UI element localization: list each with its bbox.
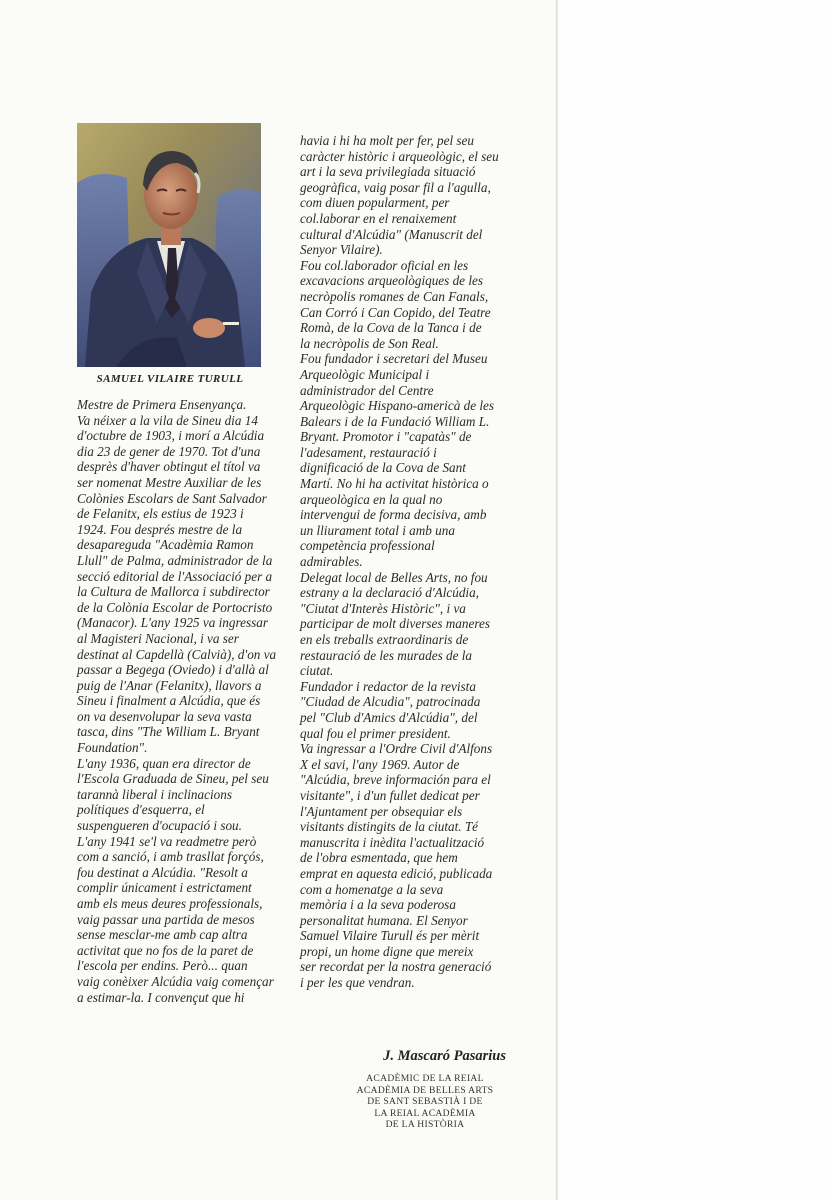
text-line: estrany a la declaració d'Alcúdia, <box>300 585 479 601</box>
text-line: "Alcúdia, breve información para el <box>300 772 491 788</box>
text-line: Colònies Escolars de Sant Salvador <box>77 490 267 506</box>
text-line: Fundador i redactor de la revista <box>300 678 476 694</box>
text-line: L'any 1936, quan era director de <box>77 755 251 771</box>
text-line: ser recordat per la nostra generació <box>300 959 492 975</box>
text-line: vaig passar una partida de mesos <box>77 911 255 927</box>
text-line: desprès d'haver obtingut el títol va <box>77 459 261 475</box>
text-line: Sineu i finalment a Alcúdia, que és <box>77 693 261 709</box>
text-line: secció editorial de l'Associació per a <box>77 568 273 584</box>
text-line: activitat que no fos de la paret de <box>77 942 254 958</box>
text-line: Samuel Vilaire Turull és per mèrit <box>300 928 480 944</box>
text-line: competència professional <box>300 538 435 554</box>
text-line: de l'obra esmentada, que hem <box>300 850 458 866</box>
text-line: propi, un home digne que mereix <box>300 943 474 959</box>
author-credentials <box>322 1073 528 1131</box>
text-line: l'escola per endins. Però... quan <box>77 958 248 974</box>
text-line: emprat en aquesta edició, publicada <box>300 865 493 881</box>
text-line: Romà, de la Cova de la Tanca i de <box>300 320 482 336</box>
text-line: vaig conèixer Alcúdia vaig començar <box>77 973 274 989</box>
text-line: com a sanció, i amb trasllat forçós, <box>77 849 264 865</box>
text-line: passar a Begega (Oviedo) i d'allà al <box>77 662 269 678</box>
text-line: complir únicament i estrictament <box>77 880 252 896</box>
text-line: administrador del Centre <box>300 382 434 398</box>
text-line: dignificació de la Cova de Sant <box>300 460 466 476</box>
text-line: en els treballs extraordinaris de <box>300 632 469 647</box>
text-line: manuscrita i inèdita l'actualització <box>300 834 485 850</box>
text-line: Va néixer a la vila de Sineu dia 14 <box>77 412 258 428</box>
text-line: Va ingressar a l'Ordre Civil d'Alfons <box>300 741 493 757</box>
text-line: (Manacor). L'any 1925 va ingressar <box>77 615 268 631</box>
text-line: desapareguda "Acadèmia Ramon <box>77 537 254 553</box>
text-line: Arqueològic Hispano-americà de les <box>300 398 494 414</box>
text-line: Foundation". <box>77 740 148 756</box>
text-line: L'any 1941 se'l va readmetre però <box>77 833 257 849</box>
text-line: admirables. <box>300 554 363 570</box>
text-line: participar de molt diverses maneres <box>300 616 490 632</box>
text-line: Balears i de la Fundació William L. <box>300 413 490 429</box>
text-line: qual fou el primer president. <box>300 725 451 741</box>
text-line: Fou fundador i secretari del Museu <box>300 351 488 367</box>
text-line: Senyor Vilaire). <box>300 242 383 258</box>
credential-line: DE SANT SEBASTIÀ I DE <box>367 1096 483 1107</box>
text-line: havia i hi ha molt per fer, pel seu <box>300 133 474 148</box>
text-line: tasca, dins "The William L. Bryant <box>77 724 260 740</box>
text-line: de Felanitx, els estius de 1923 i <box>77 506 244 522</box>
text-line: com diuen popularment, per <box>300 195 450 211</box>
text-line: al Magisteri Nacional, i va ser <box>77 630 239 646</box>
text-line: art i la seva privilegiada situació <box>300 164 476 180</box>
text-line: Delegat local de Belles Arts, no fou <box>300 569 488 585</box>
author-signature: J. Mascaró Pasarius <box>383 1048 506 1064</box>
text-line: d'octubre de 1903, i morí a Alcúdia <box>77 428 265 444</box>
text-line: destinat al Capdellà (Calvià), d'on va <box>77 646 277 662</box>
text-line: "Ciutat d'Interès Històric", i va <box>300 600 466 616</box>
text-line: Martí. No hi ha activitat històrica o <box>300 476 489 492</box>
text-line: Can Corró i Can Copido, del Teatre <box>300 304 491 320</box>
text-line: i per les que vendran. <box>300 975 415 991</box>
text-line: pel "Club d'Amics d'Alcúdia", del <box>300 709 478 725</box>
text-line: Arqueològic Municipal i <box>300 366 430 382</box>
text-line: necròpolis romanes de Can Fanals, <box>300 288 489 304</box>
text-line: tarannà liberal i inclinacions <box>77 786 232 802</box>
text-line: un lliurament total i amb una <box>300 522 455 538</box>
text-line: polítiques d'esquerra, el <box>77 802 205 818</box>
left-text-column <box>77 397 302 1005</box>
portrait-caption: SAMUEL VILAIRE TURULL <box>96 373 244 385</box>
credential-line: ACADÈMIA DE BELLES ARTS <box>356 1084 494 1096</box>
text-line: suspengueren d'ocupació i sou. <box>77 818 242 834</box>
text-line: Llull" de Palma, administrador de la <box>77 552 273 568</box>
text-line: ciutat. <box>300 663 334 679</box>
text-line: geogràfica, vaig posar fil a l'agulla, <box>300 179 491 195</box>
text-line: memòria i a la seva poderosa <box>300 897 456 913</box>
text-line: amb els meus deures professionals, <box>77 896 263 911</box>
credential-line: LA REIAL ACADÈMIA <box>374 1107 476 1119</box>
text-line: visitants distingits de la ciutat. Té <box>300 819 479 835</box>
text-line: Mestre de Primera Ensenyança. <box>77 397 247 412</box>
text-line: puig de l'Anar (Felanitx), llavors a <box>77 677 262 693</box>
text-line: l'adesament, restauració i <box>300 444 437 460</box>
text-line: l'Ajuntament per obsequiar els <box>300 803 463 819</box>
text-line: a estimar-la. I convençut que hi <box>77 989 245 1005</box>
text-line: visitante", i d'un fullet dedicat per <box>300 787 480 803</box>
text-line: ser nomenat Mestre Auxiliar de les <box>77 474 262 490</box>
text-line: Bryant. Promotor i "capatàs" de <box>300 429 472 445</box>
text-line: personalitat humana. El Senyor <box>300 912 468 928</box>
right-text-column <box>300 133 525 991</box>
text-line: excavacions arqueològiques de les <box>300 273 483 289</box>
text-line: dia 23 de gener de 1970. Tot d'una <box>77 443 261 459</box>
text-line: caràcter històric i arqueològic, el seu <box>300 148 499 164</box>
text-line: col.laborar en el renaixement <box>300 210 457 226</box>
text-line: 1924. Fou després mestre de la <box>77 521 243 537</box>
text-line: com a homenatge a la seva <box>300 881 444 897</box>
text-line: sense mesclar-me amb cap altra <box>77 927 248 943</box>
text-line: on va desenvolupar la seva vasta <box>77 708 252 724</box>
text-line: Fou col.laborador oficial en les <box>300 257 469 273</box>
text-line: la Cultura de Mallorca i subdirector <box>77 584 270 600</box>
text-line: cultural d'Alcúdia" (Manuscrit del <box>300 226 483 242</box>
credential-line: ACADÈMIC DE LA REIAL <box>366 1073 484 1084</box>
text-line: restauració de les murades de la <box>300 647 473 663</box>
text-line: arqueològica en la qual no <box>300 491 443 507</box>
text-line: de la Colònia Escolar de Portocristo <box>77 599 273 615</box>
text-line: la necròpolis de Son Real. <box>300 335 439 351</box>
text-line: intervengui de forma decisiva, amb <box>300 507 487 523</box>
blank-page-area <box>558 0 826 1200</box>
text-line: fou destinat a Alcúdia. "Resolt a <box>77 864 248 880</box>
text-line: X el savi, l'any 1969. Autor de <box>300 756 460 772</box>
text-line: "Ciudad de Alcudia", patrocinada <box>300 694 481 710</box>
portrait-painting <box>77 123 261 367</box>
text-line: l'Escola Graduada de Sineu, pel seu <box>77 771 269 787</box>
credential-line: DE LA HISTÒRIA <box>385 1119 465 1130</box>
